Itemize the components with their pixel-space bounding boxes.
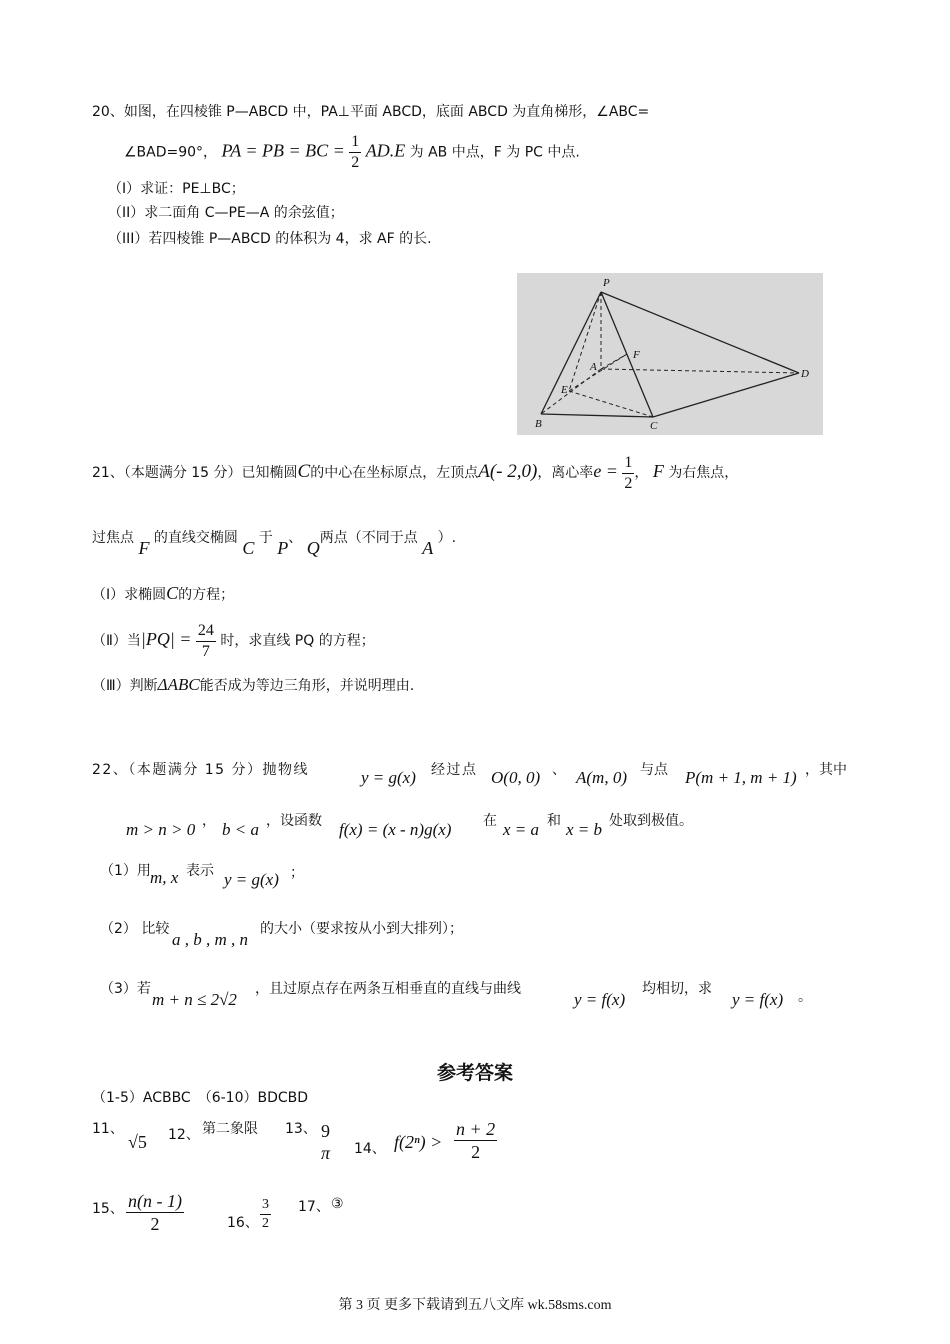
q20-stem-line2 <box>124 134 580 171</box>
answer-14-fraction <box>454 1120 497 1161</box>
answer-13-label: 13、 <box>285 1121 317 1137</box>
q21-through-focus: 过焦点 <box>92 530 134 546</box>
q22-part3-f: y = f(x) <box>732 990 784 1009</box>
q21-line2-a: A <box>422 538 434 558</box>
answer-16-den: 2 <box>262 1216 269 1231</box>
q20-part3: （III）若四棱锥 P—ABCD 的体积为 4，求 AF 的长. <box>108 231 432 247</box>
figure-background <box>517 273 823 435</box>
q20-equal-lengths: PA = PB = BC = <box>221 140 345 161</box>
q21-part2-num: 24 <box>196 623 216 642</box>
q22-x-eq-b: x = b <box>566 820 603 839</box>
label-c: C <box>650 420 658 432</box>
q21-ellipse-c: C <box>297 461 311 482</box>
q22-x-eq-a: x = a <box>503 820 540 839</box>
q21-part1 <box>92 582 234 606</box>
answer-14-lhs: f(2ⁿ) > <box>394 1132 443 1152</box>
answer-11-label: 11、 <box>92 1121 124 1137</box>
q21-part2-fraction <box>196 623 216 660</box>
q22-part1-pre: （1）用 <box>100 863 151 879</box>
answer-16-num: 3 <box>260 1198 271 1215</box>
q20-frac-num: 1 <box>349 134 361 153</box>
q20-ad-e: AD.E <box>365 140 406 161</box>
q20-stem-line1: 20、如图，在四棱锥 P—ABCD 中，PA⊥平面 ABCD，底面 ABCD 为直角梯形，∠ABC= <box>92 104 650 120</box>
q22-point-o: O(0, 0) <box>491 768 541 787</box>
q22-part1-vars: m, x <box>150 868 179 887</box>
q21-part3-post: 能否成为等边三角形，并说明理由. <box>199 678 415 694</box>
answer-14-num <box>454 1120 497 1141</box>
label-e: E <box>561 384 568 396</box>
q21-focus-f: F <box>652 461 664 481</box>
answer-12-label: 12、 <box>168 1127 200 1143</box>
q21-line2-post: 两点（不同于点 <box>319 530 418 546</box>
q22-stem-line2 <box>126 806 826 846</box>
q22-part3-mid: ，且过原点存在两条互相垂直的直线与曲线 <box>255 981 521 997</box>
answer-13-num: 9 <box>321 1121 330 1141</box>
q22-part3 <box>100 976 820 1016</box>
q21-vertex-a: A(- 2,0) <box>478 461 538 482</box>
q21-part1-pre: （Ⅰ）求椭圆 <box>92 587 167 603</box>
q21-part3-triangle: ΔABC <box>157 675 200 694</box>
q22-part3-curve: y = f(x) <box>574 990 626 1009</box>
answer-11-value: √5 <box>128 1132 147 1152</box>
answer-15-den: 2 <box>150 1214 160 1234</box>
q21-line2-mid: 的直线交椭圆 <box>153 530 238 546</box>
q22-sep: ， <box>202 813 216 829</box>
q22-point-a: A(m, 0) <box>576 768 627 787</box>
answers-choices: （1-5）ACBBC （6-10）BDCBD <box>92 1090 309 1106</box>
q22-intro: 22、（本题满分 15 分）抛物线 <box>92 762 310 778</box>
q21-line2-f: F <box>138 538 150 558</box>
q22-part3-find: 均相切，求 <box>642 981 712 997</box>
q21-line2-yu: 于 <box>258 530 273 546</box>
q22-at: 在 <box>483 813 497 829</box>
q21-line2-c: C <box>242 538 255 558</box>
q21-part2-pre: （Ⅱ）当 <box>92 633 141 649</box>
q22-parabola: y = g(x) <box>361 768 416 787</box>
q22-part2-post: 的大小（要求按从小到大排列）； <box>260 921 463 937</box>
answer-17-label: 17、 <box>298 1199 330 1215</box>
q21-part2-den: 7 <box>201 642 210 660</box>
q21-part1-post: 的方程； <box>178 587 235 603</box>
answer-13-den: π <box>320 1143 331 1163</box>
answer-15-fraction <box>126 1192 184 1233</box>
q22-define-fn: ，设函数 <box>266 813 322 829</box>
label-b: B <box>535 418 542 430</box>
q21-ecc-num: 1 <box>622 455 634 474</box>
q21-line2-dun: 、 <box>288 530 303 546</box>
q22-and: 和 <box>547 813 561 829</box>
q22-part2 <box>100 916 600 956</box>
q21-ecc-fraction <box>622 455 634 492</box>
q22-part3-post: 。 <box>798 989 812 1005</box>
q20-frac-den: 2 <box>351 154 360 171</box>
q21-part2-pq: |PQ| = <box>140 629 192 649</box>
label-a: A <box>590 361 597 373</box>
label-f: F <box>633 349 640 361</box>
q21-line2-p: P <box>277 538 289 558</box>
q22-part1 <box>100 858 400 898</box>
q22-part2-vars: a , b , m , n <box>172 930 249 949</box>
q22-stem-line1 <box>92 756 858 796</box>
q20-angle-text: ∠BAD=90°， <box>124 144 218 161</box>
q21-intro: 21、（本题满分 15 分）已知椭圆 <box>92 465 298 481</box>
q21-line2-end: ）. <box>437 530 457 546</box>
q22-part2-pre: （2） 比较 <box>100 921 170 937</box>
answer-13-fraction <box>319 1122 332 1162</box>
q22-extrema: 处取到极值。 <box>609 813 693 829</box>
answer-12-value: 第二象限 <box>202 1121 258 1137</box>
label-d: D <box>801 368 809 380</box>
q21-part3 <box>92 674 414 697</box>
answer-15-num: n(n - 1) <box>128 1191 182 1211</box>
answer-17-value: ③ <box>331 1196 344 1212</box>
q22-cond-ba: b < a <box>222 820 259 839</box>
q22-through: 经过点 <box>431 762 478 778</box>
q21-stem-line2 <box>92 526 456 558</box>
q21-part3-pre: （Ⅲ）判断 <box>92 678 158 694</box>
q22-function-f: f(x) = (x - n)g(x) <box>339 820 452 839</box>
q21-part2-post: 时，求直线 PQ 的方程； <box>220 633 375 649</box>
answer-16-label: 16、 <box>227 1215 259 1231</box>
q22-point-p: P(m + 1, m + 1) <box>685 768 797 787</box>
answers-title: 参考答案 <box>436 1062 513 1084</box>
q20-part2: （II）求二面角 C—PE—A 的余弦值； <box>108 205 344 221</box>
answer-15-label: 15、 <box>92 1201 124 1217</box>
q21-part1-c: C <box>166 583 179 603</box>
q21-comma: ， <box>634 465 649 481</box>
q22-dun: 、 <box>552 762 566 778</box>
q21-part2 <box>92 616 375 664</box>
q22-cond-mn: m > n > 0 <box>126 820 196 839</box>
answers-row1 <box>92 1118 572 1178</box>
answers-row2 <box>92 1192 492 1252</box>
q20-midpoint-text: 为 AB 中点，F 为 PC 中点. <box>409 144 580 161</box>
q22-part3-pre: （3）若 <box>100 981 151 997</box>
page-footer: 第 3 页 更多下载请到五八文库 wk.58sms.com <box>338 1298 612 1313</box>
q20-part1: （I）求证：PE⊥BC； <box>108 181 245 197</box>
q22-where: ，其中 <box>805 762 847 778</box>
q21-ecc-text: ，离心率 <box>537 465 594 481</box>
q21-line2-q: Q <box>306 538 320 558</box>
answer-14-label: 14、 <box>354 1141 386 1157</box>
label-p: P <box>603 277 610 289</box>
q22-part1-mid: 表示 <box>186 863 214 879</box>
q22-part3-cond: m + n ≤ 2√2 <box>152 990 237 1009</box>
answer-14-num-text: n + 2 <box>456 1119 496 1139</box>
answer-16-fraction <box>260 1198 271 1231</box>
q22-and-point: 与点 <box>640 762 668 778</box>
q21-ecc-den: 2 <box>624 474 633 492</box>
q21-stem-line1 <box>92 452 738 492</box>
q21-ecc-e: e = <box>593 461 618 481</box>
q20-half-fraction <box>349 134 361 171</box>
q21-center-text: 的中心在坐标原点，左顶点 <box>310 465 479 481</box>
answer-14-den: 2 <box>471 1142 481 1162</box>
q22-part1-g: y = g(x) <box>224 870 279 889</box>
q21-focus-text: 为右焦点， <box>668 465 739 481</box>
q22-part1-post: ； <box>290 865 304 881</box>
pyramid-figure <box>517 273 823 435</box>
